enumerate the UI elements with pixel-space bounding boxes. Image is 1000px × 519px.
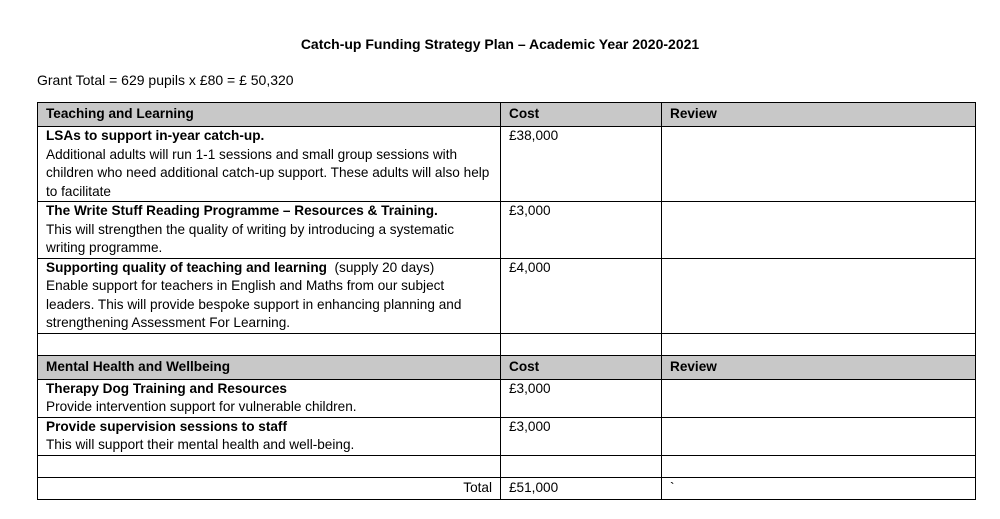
item-cell bbox=[38, 202, 501, 259]
item-description: Enable support for teachers in English and Maths from our subject leaders. This will provide bespoke support in enhancing planning and strengthening Assessment For Learning. bbox=[46, 278, 462, 330]
blank-row bbox=[38, 455, 976, 477]
table-row bbox=[38, 258, 976, 333]
blank-cell bbox=[501, 455, 662, 477]
item-description: Provide intervention support for vulnerable children. bbox=[46, 399, 357, 414]
item-title: Supporting quality of teaching and learning bbox=[46, 259, 327, 275]
cost-header: Cost bbox=[501, 103, 662, 127]
review-header: Review bbox=[662, 355, 976, 379]
section-name: Teaching and Learning bbox=[38, 103, 501, 127]
total-cost: £51,000 bbox=[501, 477, 662, 499]
item-review bbox=[662, 258, 976, 333]
item-cost: £3,000 bbox=[501, 202, 662, 259]
table-row bbox=[38, 202, 976, 259]
item-review bbox=[662, 202, 976, 259]
item-cost: £38,000 bbox=[501, 127, 662, 202]
grant-total: Grant Total = 629 pupils x £80 = £ 50,320 bbox=[37, 72, 294, 88]
table-row bbox=[38, 417, 976, 455]
item-cell bbox=[38, 417, 501, 455]
total-label: Total bbox=[38, 477, 501, 499]
item-note: (supply 20 days) bbox=[334, 259, 435, 275]
blank-row bbox=[38, 333, 976, 355]
blank-cell bbox=[662, 455, 976, 477]
total-review: ` bbox=[662, 477, 976, 499]
item-cell bbox=[38, 258, 501, 333]
cost-header: Cost bbox=[501, 355, 662, 379]
review-header: Review bbox=[662, 103, 976, 127]
blank-cell bbox=[662, 333, 976, 355]
item-description: Additional adults will run 1-1 sessions and small group sessions with children who need additional catch-up support. These adults will also help to facilitate bbox=[46, 146, 490, 199]
item-title: LSAs to support in-year catch-up. bbox=[46, 128, 265, 143]
table-row bbox=[38, 379, 976, 417]
blank-cell bbox=[38, 333, 501, 355]
item-title: Therapy Dog Training and Resources bbox=[46, 380, 287, 396]
item-review bbox=[662, 379, 976, 417]
item-cost: £3,000 bbox=[501, 417, 662, 455]
item-description: This will strengthen the quality of writing by introducing a systematic writing programme. bbox=[46, 221, 454, 255]
item-title: Provide supervision sessions to staff bbox=[46, 418, 287, 434]
item-review bbox=[662, 417, 976, 455]
total-row bbox=[38, 477, 976, 499]
section-header-row bbox=[38, 103, 976, 127]
item-cost: £4,000 bbox=[501, 258, 662, 333]
table-row bbox=[38, 127, 976, 202]
section-header-row bbox=[38, 355, 976, 379]
item-cell bbox=[38, 379, 501, 417]
item-cost: £3,000 bbox=[501, 379, 662, 417]
item-cell bbox=[38, 127, 501, 202]
blank-cell bbox=[38, 455, 501, 477]
item-description: This will support their mental health and well-being. bbox=[46, 437, 355, 452]
section-name: Mental Health and Wellbeing bbox=[38, 355, 501, 379]
document-title: Catch-up Funding Strategy Plan – Academic Year 2020-2021 bbox=[300, 36, 700, 52]
item-review bbox=[662, 127, 976, 202]
item-title: The Write Stuff Reading Programme – Resources & Training. bbox=[46, 203, 438, 218]
blank-cell bbox=[501, 333, 662, 355]
strategy-table bbox=[37, 102, 976, 500]
item-title-line bbox=[46, 259, 492, 278]
